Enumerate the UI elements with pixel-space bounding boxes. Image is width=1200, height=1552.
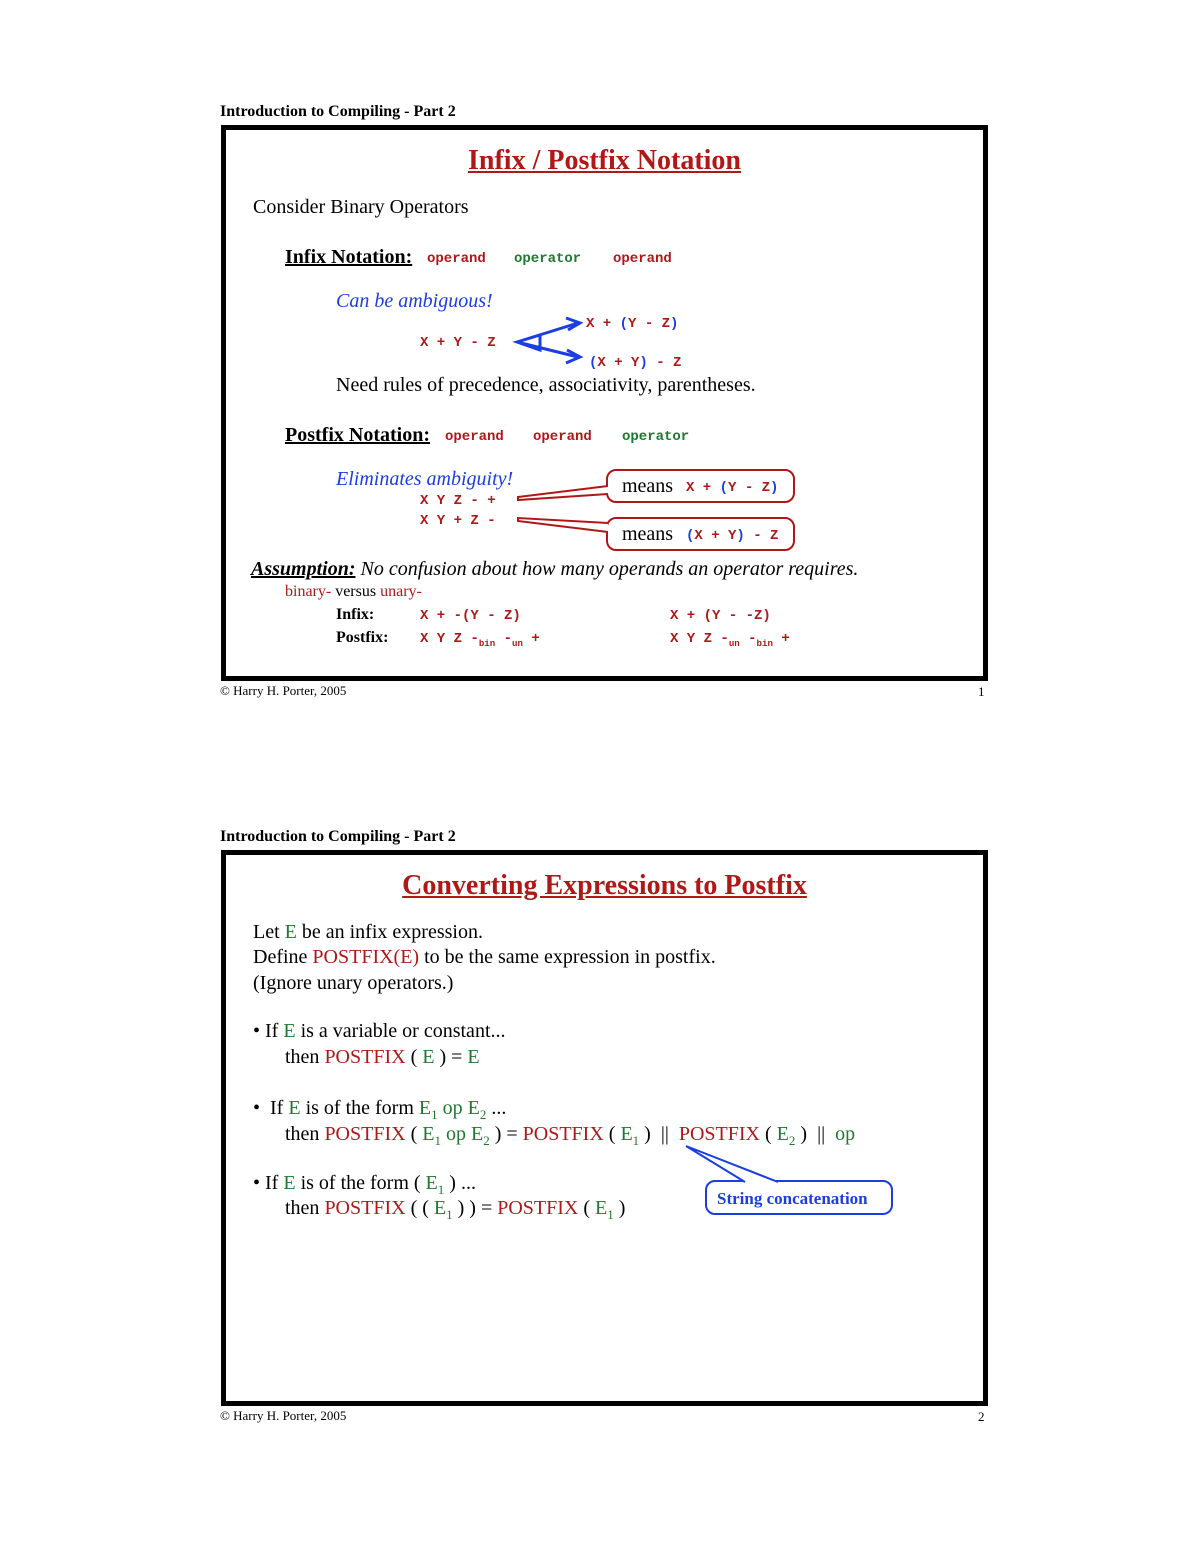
means-callout-2: means (X + Y) - Z <box>606 517 795 551</box>
assumption-line: Assumption: No confusion about how many operands an operator requires. <box>251 558 859 580</box>
postfix-example-a: X Y Z $-_{bin}$ $-_{un}$ + <box>420 631 540 649</box>
postfix-operator: operator <box>622 429 690 445</box>
page1-footer-copyright: © Harry H. Porter, 2005 <box>220 683 347 698</box>
infix-operand-2: operand <box>613 251 672 267</box>
postfix-operand-1: operand <box>445 429 504 445</box>
page2-page-number: 2 <box>978 1409 985 1424</box>
eliminates-note: Eliminates ambiguity! <box>336 468 514 490</box>
ambiguous-note: Can be ambiguous! <box>336 290 493 312</box>
infix-operand-1: operand <box>427 251 486 267</box>
ambiguous-option-1: X + (Y - Z) <box>586 316 679 332</box>
page1-header: Introduction to Compiling - Part 2 <box>220 103 456 120</box>
page2-header: Introduction to Compiling - Part 2 <box>220 828 456 845</box>
means-callout-tails <box>518 486 608 532</box>
means-callout-1: means X + (Y - Z) <box>606 469 795 503</box>
page1-title: Infix / Postfix Notation <box>468 145 741 176</box>
string-concatenation-callout: String concatenation <box>705 1180 893 1215</box>
ambiguous-option-2: (X + Y) - Z <box>589 355 682 371</box>
ambiguous-expression: X + Y - Z <box>420 335 496 351</box>
rule-binary-then: then POSTFIX ( $E_1$ op $E_2$ ) = POSTFIX ( $E_1$ ) || POSTFIX ( $E_2$ ) || op <box>285 1123 856 1148</box>
postfix-label: Postfix Notation: <box>285 424 430 446</box>
rule-paren-if: • If E is of the form ( $E_1$ ) ... <box>253 1172 476 1197</box>
ignore-line: (Ignore unary operators.) <box>253 972 454 994</box>
let-line: Let E be an infix expression. <box>253 921 483 943</box>
concat-callout-tail <box>686 1146 778 1182</box>
page1-intro: Consider Binary Operators <box>253 196 469 218</box>
define-line: Define POSTFIX(E) to be the same expression in postfix. <box>253 946 716 968</box>
postfix-example-1: X Y Z - + <box>420 493 496 509</box>
need-rules-text: Need rules of precedence, associativity, parentheses. <box>336 374 756 396</box>
postfix-operand-2: operand <box>533 429 592 445</box>
infix-example-b: X + (Y - -Z) <box>670 608 771 624</box>
postfix-example-2: X Y + Z - <box>420 513 496 529</box>
rule-variable-if: • If E is a variable or constant... <box>253 1020 506 1042</box>
infix-label: Infix Notation: <box>285 246 413 268</box>
ambiguity-arrows <box>517 318 580 363</box>
postfix-example-b: X Y Z $-_{un}$ $-_{bin}$ + <box>670 631 790 649</box>
binary-versus-unary: binary- versus unary- <box>285 583 422 600</box>
rule-paren-then: then POSTFIX ( ( $E_1$ ) ) = POSTFIX ( $E_1$ ) <box>285 1197 626 1222</box>
page1-page-number: 1 <box>978 684 985 699</box>
infix-example-a: X + -(Y - Z) <box>420 608 521 624</box>
page2-footer-copyright: © Harry H. Porter, 2005 <box>220 1408 347 1423</box>
postfix-row-label: Postfix: <box>336 629 389 646</box>
rule-binary-if: • If E is of the form $E_1$ op $E_2$ ... <box>253 1097 507 1122</box>
infix-operator: operator <box>514 251 582 267</box>
page2-title: Converting Expressions to Postfix <box>402 870 807 901</box>
infix-row-label: Infix: <box>336 606 375 623</box>
rule-variable-then: then POSTFIX ( E ) = E <box>285 1046 480 1068</box>
